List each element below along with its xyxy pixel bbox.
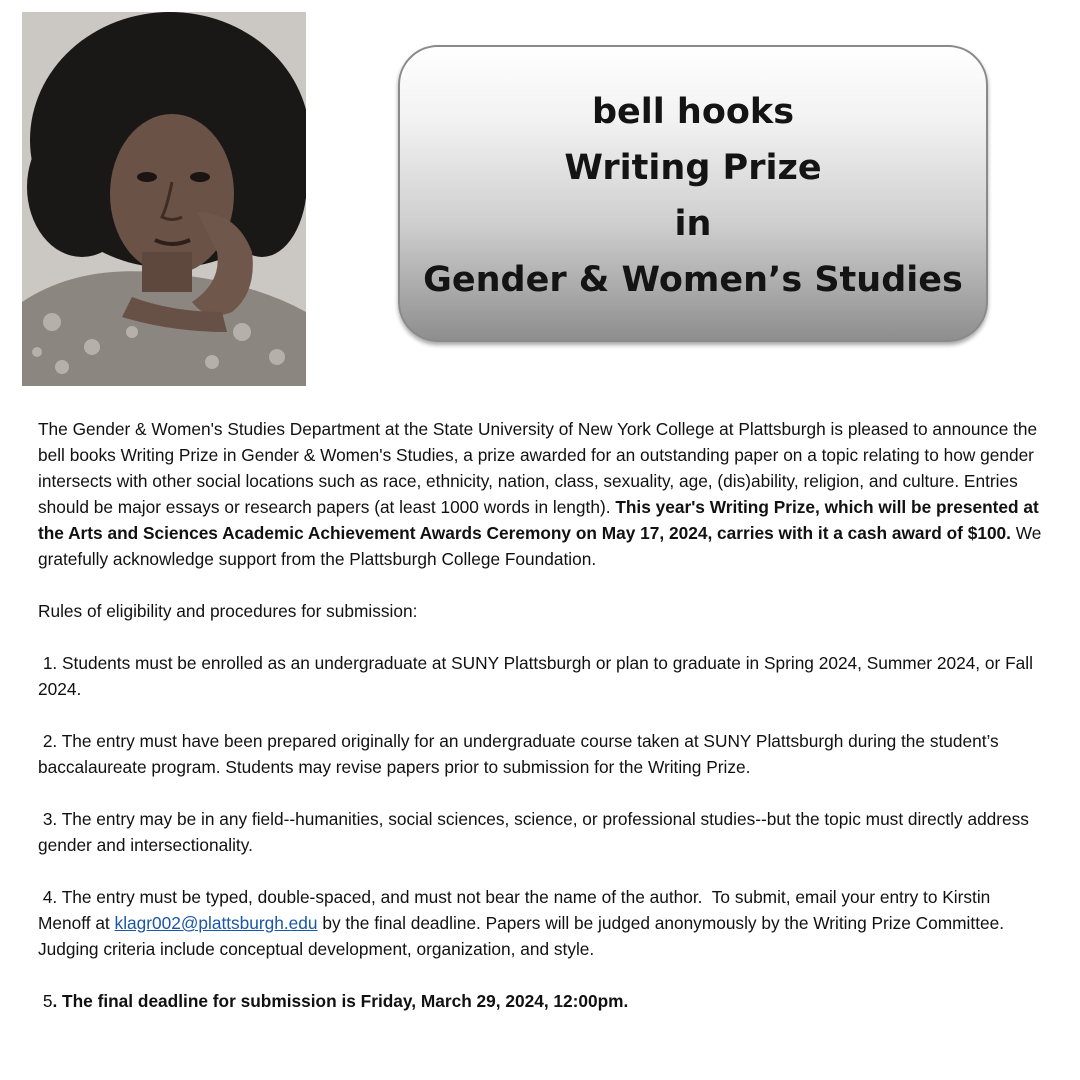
rule-5-deadline: . The final deadline for submission is Friday, March 29, 2024, 12:00pm. xyxy=(52,991,629,1011)
intro-paragraph xyxy=(38,416,1044,572)
intro-text: The Gender & Women's Studies Department at the State University of New York College at Plattsburgh is pleased to announce the bell books Writing Prize in Gender & Women's Studies, a prize awarded for an outstanding paper on a topic relating to how gender intersects with other social locations such as race, ethnicity, nation, class, sexuality, age, (dis)ability, religion, and culture. Entries should be major essays or research papers (at least 1000 words in length). xyxy=(38,419,1038,517)
intro-bold-text: This year's Writing Prize, which will be presented at the Arts and Sciences Academic Achievement Awards Ceremony on May 17, 2024, carries with it a cash award of $100. xyxy=(38,497,1039,543)
intro-text-end: We gratefully acknowledge support from the Plattsburgh College Foundation. xyxy=(38,523,1042,569)
bell-hooks-portrait xyxy=(22,12,306,386)
rule-5-number: 5 xyxy=(38,991,53,1011)
rule-4-text-end: by the final deadline. Papers will be judged anonymously by the Writing Prize Committee. Judging criteria include conceptual development, organization, and style. xyxy=(38,913,1009,959)
title-line-2: Writing Prize xyxy=(564,147,822,188)
rule-4 xyxy=(38,884,1044,962)
title-line-1: bell hooks xyxy=(591,91,795,132)
title-line-4: Gender & Women’s Studies xyxy=(423,259,963,300)
rule-1: 1. Students must be enrolled as an undergraduate at SUNY Plattsburgh or plan to graduate in Spring 2024, Summer 2024, or Fall 2024. xyxy=(38,653,1038,699)
rules-heading: Rules of eligibility and procedures for submission: xyxy=(38,601,418,621)
rule-2: 2. The entry must have been prepared originally for an undergraduate course taken at SUNY Plattsburgh during the student’s baccalaureate program. Students may revise papers prior to submission for the Writing Prize. xyxy=(38,731,1004,777)
rule-4-text: 4. The entry must be typed, double-spaced, and must not bear the name of the author. To submit, email your entry to Kirstin Menoff at xyxy=(38,887,996,933)
rule-5 xyxy=(38,988,1044,1014)
title-banner xyxy=(398,45,988,342)
title-line-3: in xyxy=(674,203,712,244)
announcement-body xyxy=(38,416,1044,1014)
email-link[interactable]: klagr002@plattsburgh.edu xyxy=(114,913,318,933)
rule-3: 3. The entry may be in any field--humanities, social sciences, science, or professional studies--but the topic must directly address gender and intersectionality. xyxy=(38,809,1034,855)
